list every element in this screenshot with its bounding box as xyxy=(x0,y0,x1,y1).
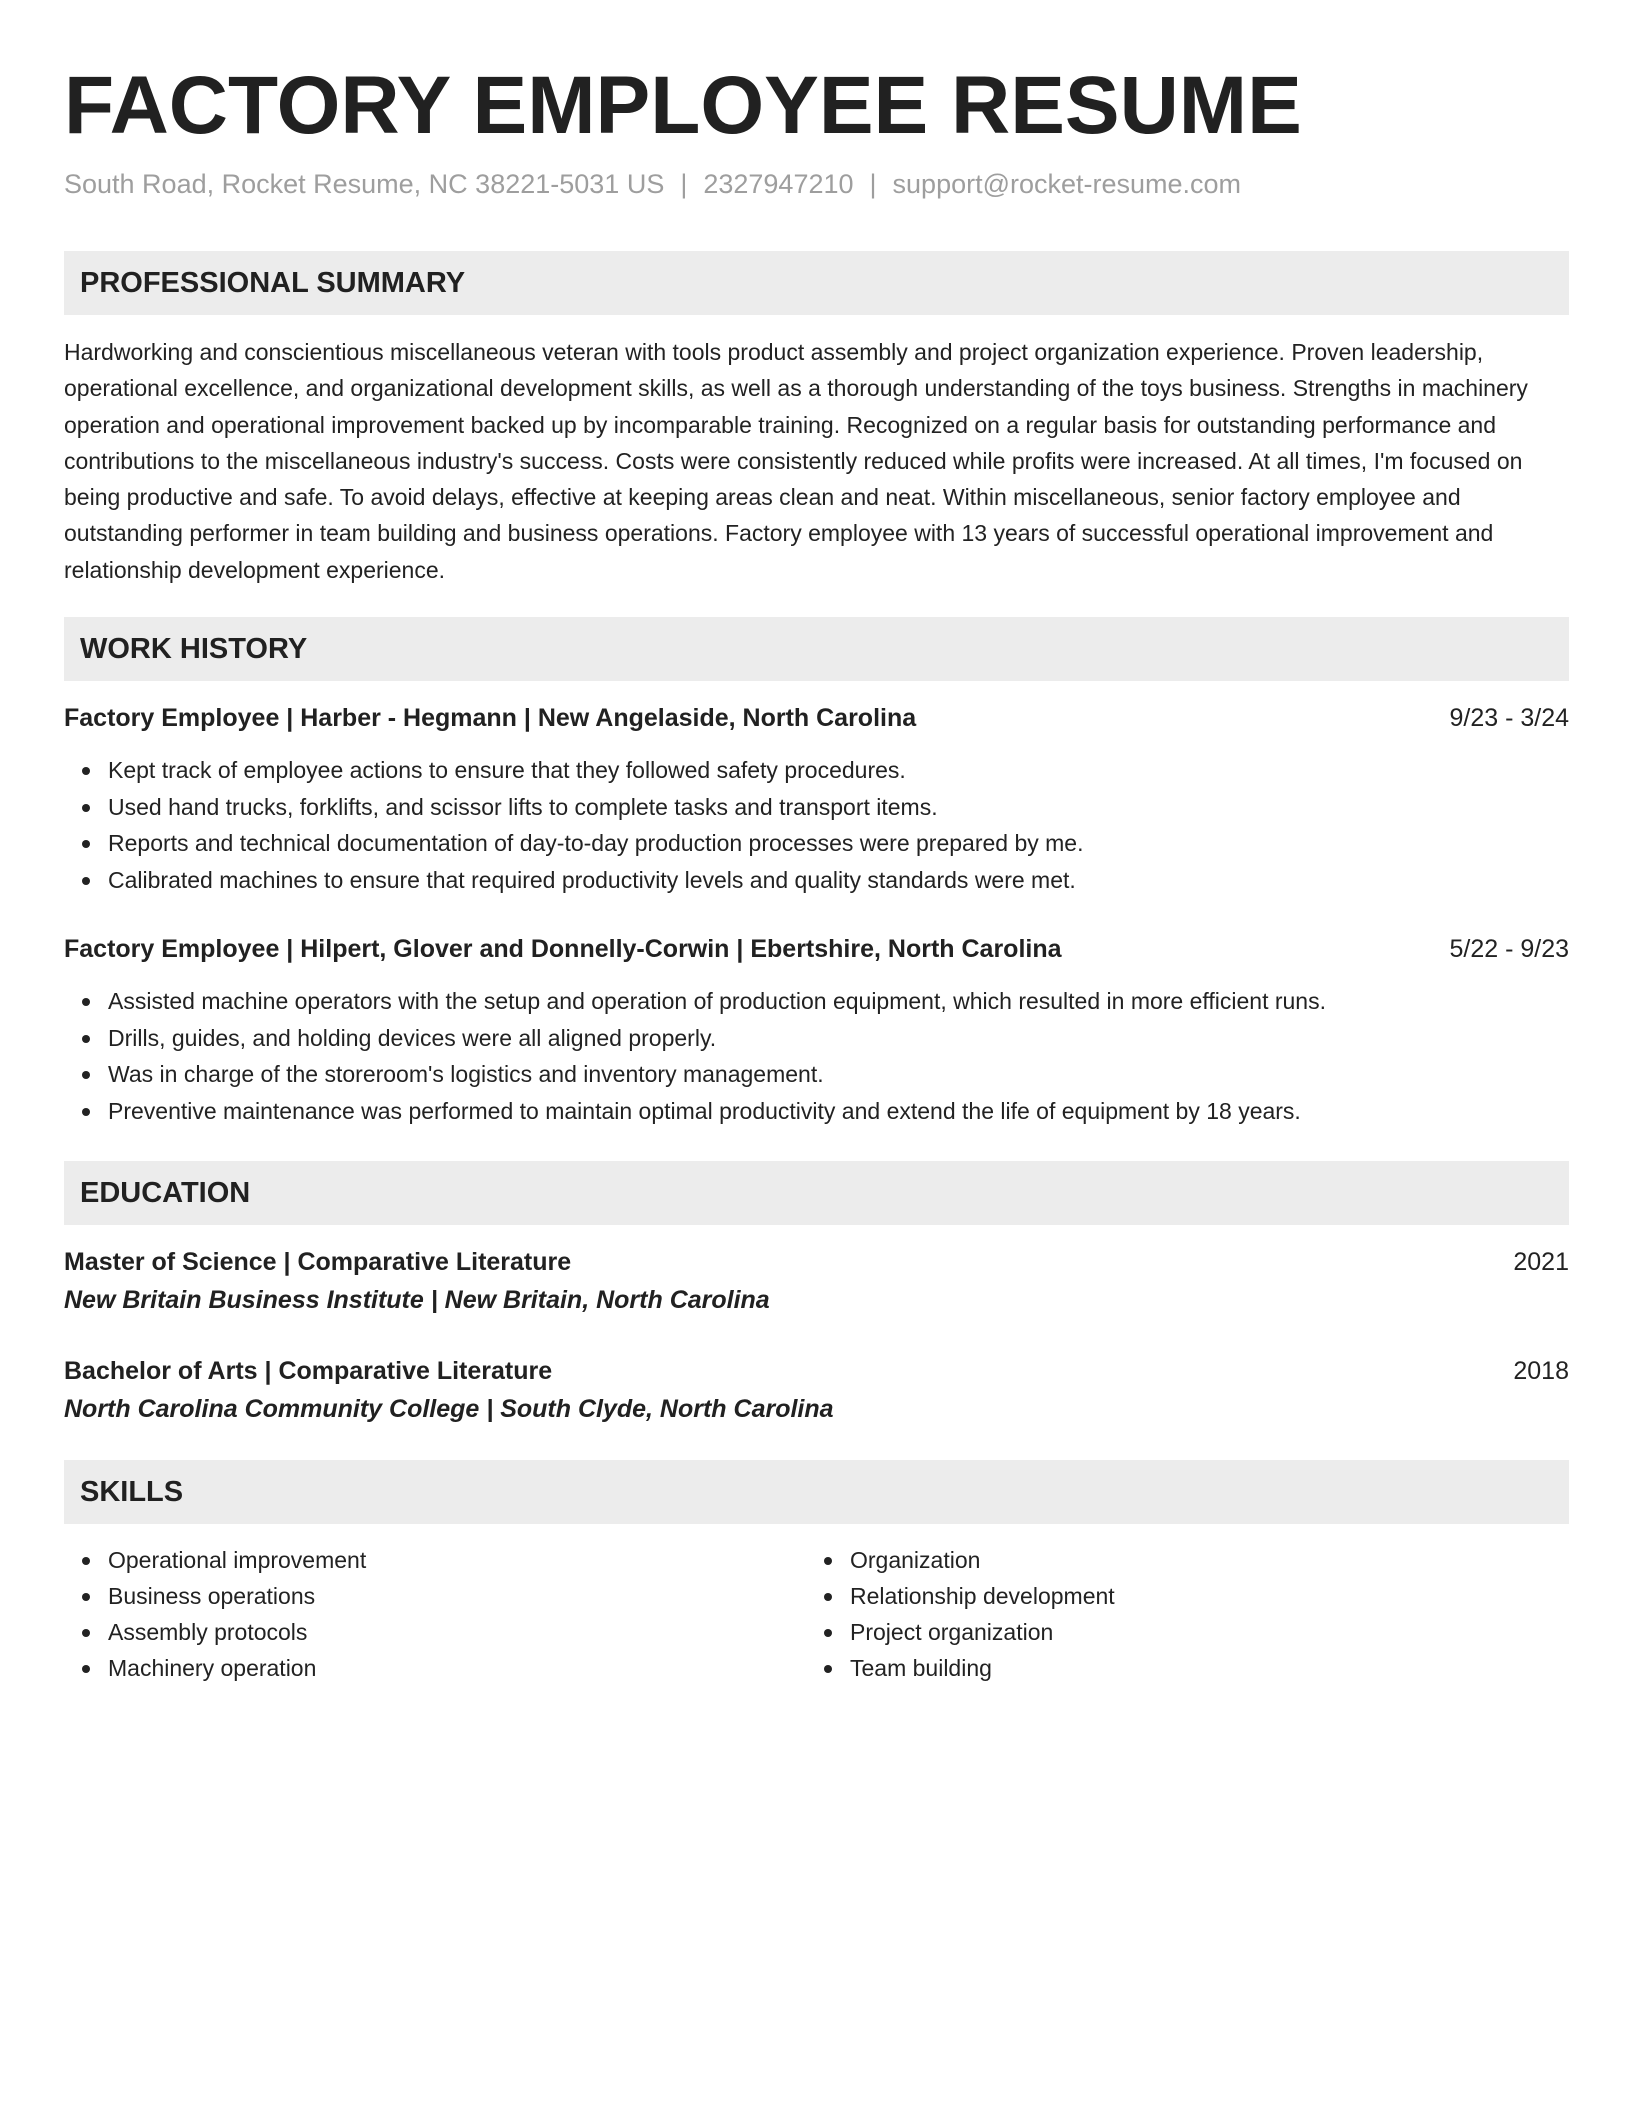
education-year: 2021 xyxy=(1513,1248,1569,1276)
section-heading-summary: PROFESSIONAL SUMMARY xyxy=(64,251,1569,315)
list-item: Assembly protocols xyxy=(64,1614,804,1650)
contact-separator: | xyxy=(869,169,877,199)
list-item: Used hand trucks, forklifts, and scissor lifts to complete tasks and transport items. xyxy=(64,789,1569,826)
job-dates: 9/23 - 3/24 xyxy=(1449,704,1569,732)
list-item: Calibrated machines to ensure that required productivity levels and quality standards were met. xyxy=(64,862,1569,899)
job-bullets xyxy=(64,752,1569,898)
job-header xyxy=(64,931,1569,967)
contact-address: South Road, Rocket Resume, NC 38221-5031 US xyxy=(64,169,665,199)
section-heading-work-history: WORK HISTORY xyxy=(64,617,1569,681)
list-item: Was in charge of the storeroom's logistics and inventory management. xyxy=(64,1056,1569,1093)
contact-separator: | xyxy=(680,169,688,199)
list-item: Operational improvement xyxy=(64,1542,804,1578)
contact-phone: 2327947210 xyxy=(703,169,854,199)
education-degree: Bachelor of Arts | Comparative Literature xyxy=(64,1357,553,1385)
job-title: Factory Employee | Harber - Hegmann | New Angelaside, North Carolina xyxy=(64,704,917,732)
contact-line xyxy=(64,166,1241,202)
section-heading-skills: SKILLS xyxy=(64,1460,1569,1524)
list-item: Organization xyxy=(806,1542,1546,1578)
job-bullets xyxy=(64,983,1569,1129)
list-item: Drills, guides, and holding devices were all aligned properly. xyxy=(64,1020,1569,1057)
education-degree: Master of Science | Comparative Literature xyxy=(64,1248,572,1276)
education-school: New Britain Business Institute | New Britain, North Carolina xyxy=(64,1286,770,1314)
list-item: Project organization xyxy=(806,1614,1546,1650)
list-item: Team building xyxy=(806,1650,1546,1686)
education-header xyxy=(64,1353,1569,1389)
section-heading-education: EDUCATION xyxy=(64,1161,1569,1225)
contact-email: support@rocket-resume.com xyxy=(892,169,1242,199)
list-item: Kept track of employee actions to ensure that they followed safety procedures. xyxy=(64,752,1569,789)
education-school: North Carolina Community College | South Clyde, North Carolina xyxy=(64,1395,834,1423)
education-header xyxy=(64,1244,1569,1280)
resume-title: FACTORY EMPLOYEE RESUME xyxy=(64,60,1302,151)
summary-text: Hardworking and conscientious miscellaneous veteran with tools product assembly and project organization experience. Proven leadership, operational excellence, and organizational development skills, as well as a thorough understanding of the toys business. Strengths in machinery operation and operational improvement backed up by incomparable training. Recognized on a regular basis for outstanding performance and contributions to the miscellaneous industry's success. Costs were consistently reduced while profits were increased. At all times, I'm focused on being productive and safe. To avoid delays, effective at keeping areas clean and neat. Within miscellaneous, senior factory employee and outstanding performer in team building and business operations. Factory employee with 13 years of successful operational improvement and relationship development experience. xyxy=(64,339,1528,583)
job-dates: 5/22 - 9/23 xyxy=(1449,935,1569,963)
skills-list-right xyxy=(806,1542,1546,1686)
list-item: Assisted machine operators with the setup and operation of production equipment, which resulted in more efficient runs. xyxy=(64,983,1569,1020)
job-title: Factory Employee | Hilpert, Glover and Donnelly-Corwin | Ebertshire, North Carolina xyxy=(64,935,1062,963)
list-item: Machinery operation xyxy=(64,1650,804,1686)
list-item: Preventive maintenance was performed to maintain optimal productivity and extend the life of equipment by 18 years. xyxy=(64,1093,1569,1130)
list-item: Relationship development xyxy=(806,1578,1546,1614)
list-item: Reports and technical documentation of day-to-day production processes were prepared by me. xyxy=(64,825,1569,862)
list-item: Business operations xyxy=(64,1578,804,1614)
education-year: 2018 xyxy=(1513,1357,1569,1385)
job-header xyxy=(64,700,1569,736)
skills-list-left xyxy=(64,1542,804,1686)
